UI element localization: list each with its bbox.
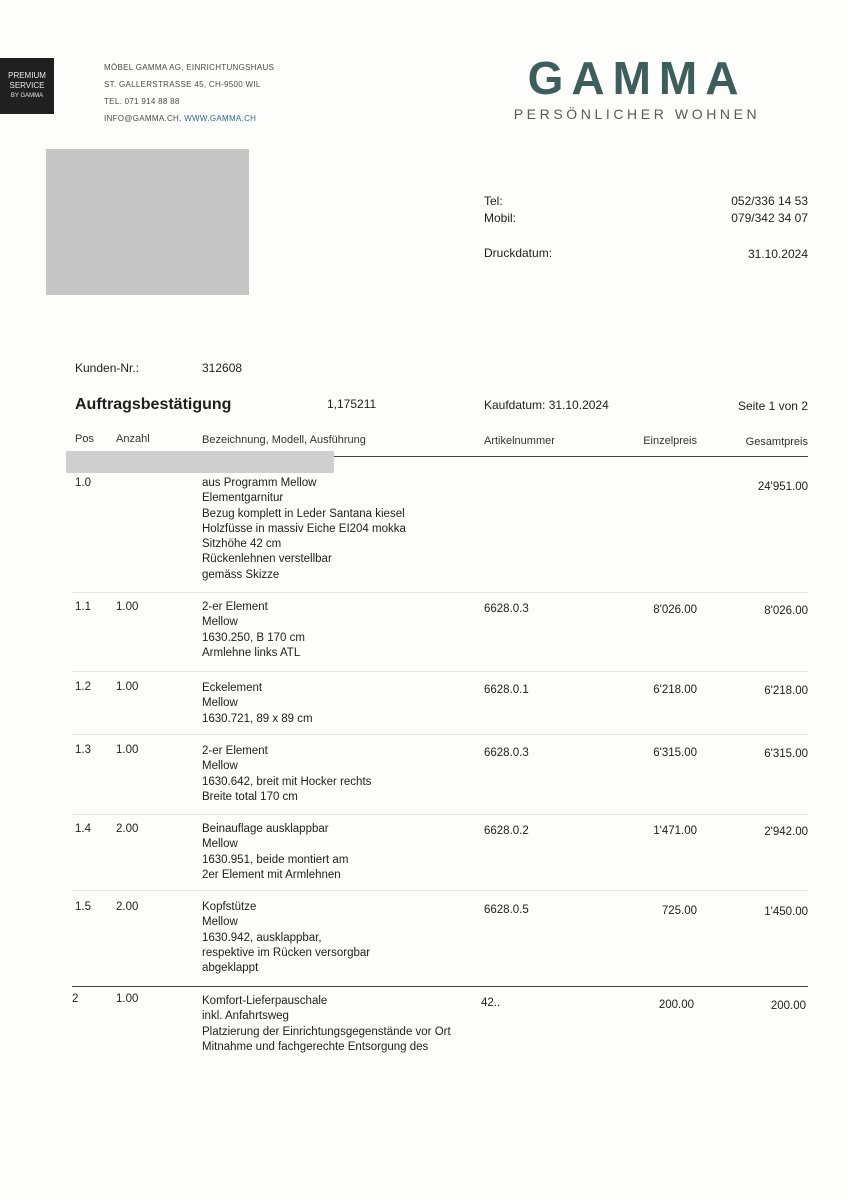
desc-line: gemäss Skizze: [202, 568, 280, 581]
desc-line: Breite total 170 cm: [202, 790, 298, 803]
row-1-1-quantity: 1.00: [116, 601, 139, 613]
druckdatum-value: 31.10.2024: [747, 247, 808, 261]
desc-line: abgeklappt: [202, 962, 259, 975]
badge-line-3: BY GAMMA: [10, 93, 44, 99]
column-header-pos: Pos: [75, 433, 94, 445]
desc-line: 1630.250, B 170 cm: [202, 631, 305, 644]
company-street: ST. GALLERSTRASSE 45, CH-9500 WIL: [104, 80, 261, 89]
desc-line: Rückenlehnen verstellbar: [202, 553, 332, 566]
badge-line-2: SERVICE: [9, 81, 45, 90]
tel-value: 052/336 14 53: [731, 194, 808, 208]
desc-line: 1630.951, beide montiert am: [202, 853, 349, 866]
document-title: Auftragsbestätigung: [75, 396, 232, 413]
row-1-1-pos: 1.1: [75, 601, 91, 613]
row-1-1-description: [202, 600, 472, 661]
logo-tagline: PERSÖNLICHER WOHNEN: [513, 106, 761, 122]
customer-number-label: Kunden-Nr.:: [75, 361, 140, 375]
redacted-reference-line: [66, 451, 334, 473]
desc-line: 2-er Element: [202, 601, 268, 613]
desc-line: aus Programm Mellow: [202, 477, 317, 489]
row-1-2-pos: 1.2: [75, 681, 91, 693]
company-address: [104, 59, 274, 127]
row-2-total: 200.00: [770, 1000, 806, 1012]
row-1-1-article-number: 6628.0.3: [484, 603, 529, 615]
desc-line: 2er Element mit Armlehnen: [202, 868, 341, 881]
desc-line: respektive im Rücken versorgbar: [202, 946, 371, 959]
mobil-label: Mobil:: [484, 211, 517, 225]
row-1-4-pos: 1.4: [75, 823, 91, 835]
desc-line: Mellow: [202, 616, 238, 629]
page-indicator: Seite 1 von 2: [737, 399, 808, 413]
desc-line: 1630.721, 89 x 89 cm: [202, 712, 313, 725]
desc-line: Beinauflage ausklappbar: [202, 823, 329, 835]
row-1-3-description: [202, 744, 472, 805]
company-tel: TEL. 071 914 88 88: [104, 97, 180, 106]
column-header-artikelnummer: Artikelnummer: [484, 435, 555, 447]
desc-line: Holzfüsse in massiv Eiche EI204 mokka: [202, 522, 406, 535]
customer-number-value: 312608: [202, 361, 243, 375]
desc-line: 1630.942, ausklappbar,: [202, 931, 322, 944]
row-separator: [72, 671, 808, 672]
row-separator: [72, 814, 808, 815]
desc-line: Elementgarnitur: [202, 492, 284, 505]
section-rule: [72, 986, 808, 987]
desc-line: 1630.642, breit mit Hocker rechts: [202, 775, 372, 788]
desc-line: Sitzhöhe 42 cm: [202, 538, 282, 551]
row-1-3-total: 6'315.00: [764, 748, 808, 760]
column-header-anzahl: Anzahl: [116, 433, 150, 445]
gamma-logo: [503, 52, 771, 122]
row-separator: [72, 734, 808, 735]
row-1-1-unit-price: 8'026.00: [653, 604, 697, 616]
row-1-2-article-number: 6628.0.1: [484, 684, 529, 696]
column-header-einzelpreis: Einzelpreis: [643, 435, 697, 447]
row-1-5-article-number: 6628.0.5: [484, 904, 529, 916]
row-1-3-pos: 1.3: [75, 744, 91, 756]
row-1-5-quantity: 2.00: [116, 901, 139, 913]
row-1-2-unit-price: 6'218.00: [653, 684, 697, 696]
row-2-unit-price: 200.00: [658, 999, 694, 1011]
badge-line-1: PREMIUM: [8, 71, 46, 80]
row-1-3-unit-price: 6'315.00: [653, 747, 697, 759]
redacted-address-block: [46, 149, 249, 295]
company-website: WWW.GAMMA.CH: [184, 114, 257, 123]
row-1-3-article-number: 6628.0.3: [484, 747, 529, 759]
row-1-4-unit-price: 1'471.00: [653, 825, 697, 837]
row-1-3-quantity: 1.00: [116, 744, 139, 756]
desc-line: Bezug komplett in Leder Santana kiesel: [202, 507, 405, 520]
desc-line: Mellow: [202, 760, 238, 773]
row-2-quantity: 1.00: [116, 993, 139, 1005]
row-1-5-unit-price: 725.00: [661, 905, 697, 917]
row-1-5-pos: 1.5: [75, 901, 91, 913]
row-1-5-total: 1'450.00: [764, 906, 808, 918]
row-separator: [72, 592, 808, 593]
desc-line: inkl. Anfahrtsweg: [202, 1010, 289, 1023]
row-1-2-quantity: 1.00: [116, 681, 139, 693]
row-separator: [72, 890, 808, 891]
desc-line: Mellow: [202, 916, 238, 929]
row-1-2-total: 6'218.00: [764, 685, 808, 697]
desc-line: 2-er Element: [202, 745, 268, 757]
row-1-0-pos: 1.0: [75, 477, 91, 489]
desc-line: Mellow: [202, 697, 238, 710]
company-name: MÖBEL GAMMA AG, EINRICHTUNGSHAUS: [104, 63, 275, 72]
druckdatum-label: Druckdatum:: [484, 246, 553, 260]
column-header-bezeichnung: Bezeichnung, Modell, Ausführung: [202, 434, 366, 446]
desc-line: Eckelement: [202, 682, 263, 694]
desc-line: Mitnahme und fachgerechte Entsorgung des: [202, 1040, 429, 1053]
desc-line: Kopfstütze: [202, 901, 257, 913]
desc-line: Platzierung der Einrichtungsgegenstände vor Ort: [202, 1025, 451, 1038]
row-1-5-description: [202, 900, 472, 976]
row-1-1-total: 8'026.00: [764, 605, 808, 617]
desc-line: Mellow: [202, 838, 238, 851]
row-2-pos: 2: [72, 993, 79, 1005]
logo-wordmark: GAMMA: [527, 52, 747, 104]
mobil-value: 079/342 34 07: [731, 211, 808, 225]
row-2-description: [202, 994, 492, 1055]
desc-line: Komfort-Lieferpauschale: [202, 995, 328, 1007]
tel-label: Tel:: [484, 194, 503, 208]
company-email: INFO@GAMMA.CH,: [104, 114, 182, 123]
column-header-gesamtpreis: Gesamtpreis: [745, 436, 808, 448]
row-1-4-article-number: 6628.0.2: [484, 825, 529, 837]
row-1-0-total: 24'951.00: [757, 481, 808, 493]
order-number: 1,175211: [327, 397, 377, 411]
row-1-2-description: [202, 681, 472, 727]
purchase-date: Kaufdatum: 31.10.2024: [484, 398, 609, 412]
row-1-0-description: [202, 476, 472, 583]
row-2-article-number: 42..: [481, 997, 501, 1009]
row-1-4-description: [202, 822, 472, 883]
premium-service-badge: [0, 58, 54, 114]
row-1-4-quantity: 2.00: [116, 823, 139, 835]
desc-line: Armlehne links ATL: [202, 646, 301, 659]
row-1-4-total: 2'942.00: [764, 826, 808, 838]
